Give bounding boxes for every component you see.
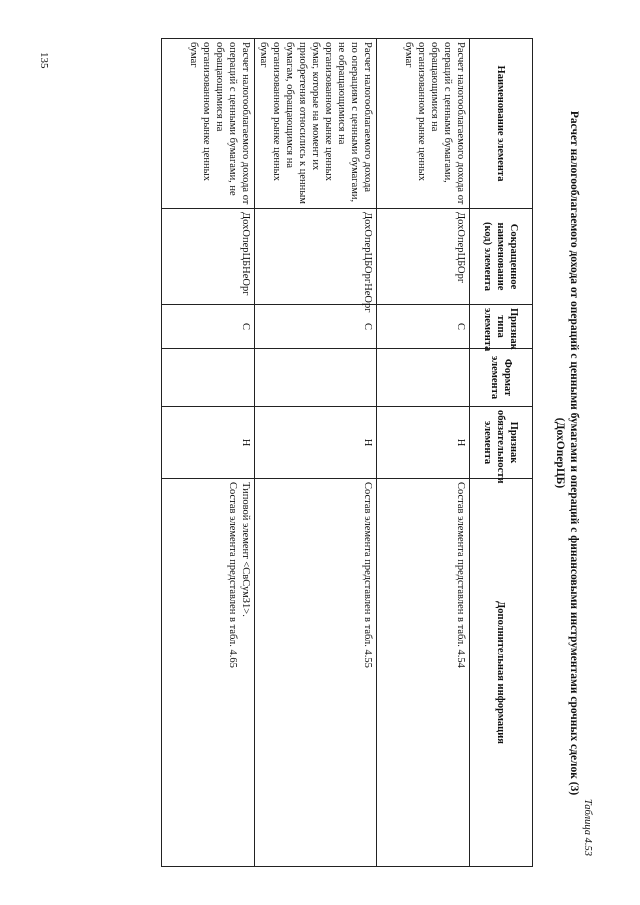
header-type: Признак типа элемента bbox=[470, 305, 533, 349]
info-line: Состав элемента представлен в табл. 4.65 bbox=[227, 482, 238, 668]
info-line: Типовой элемент <СвСумЗ1>. bbox=[240, 482, 251, 617]
cell-type: С bbox=[255, 305, 377, 349]
cell-type: С bbox=[377, 305, 470, 349]
table-title: Расчет налогооблагаемого дохода от операций с ценными бумагами и операций с финансовыми инструментами срочных сделок (3) (ДохОперЦБ) bbox=[554, 110, 580, 796]
cell-info bbox=[377, 479, 470, 867]
table-row bbox=[377, 39, 470, 867]
cell-code: ДохОперЦБОрг bbox=[377, 209, 470, 305]
cell-type: С bbox=[162, 305, 255, 349]
cell-code: ДохОперЦБНеОрг bbox=[162, 209, 255, 305]
cell-required: Н bbox=[255, 407, 377, 479]
cell-code: ДохОперЦБОргНеОрг bbox=[255, 209, 377, 305]
cell-info bbox=[162, 479, 255, 867]
table-reference: Таблица 4.53 bbox=[582, 798, 593, 856]
cell-format bbox=[255, 349, 377, 407]
cell-name: Расчет налогооблагаемого дохода по операциям с ценными бумагами, не обращающимися на организованном рынке ценных бумаг, которые на момент их приобретения относились к ценным бумагам, обращающимся на организованном рынке ценных бумаг bbox=[255, 39, 377, 209]
table-row bbox=[255, 39, 377, 867]
cell-name: Расчет налогооблагаемого дохода от операций с ценными бумагами, не обращающимися на организованном рынке ценных бумаг bbox=[162, 39, 255, 209]
cell-format bbox=[162, 349, 255, 407]
table-header-row bbox=[470, 39, 533, 867]
header-required: Признак обязательности элемента bbox=[470, 407, 533, 479]
cell-format bbox=[377, 349, 470, 407]
header-format: Формат элемента bbox=[470, 349, 533, 407]
header-info: Дополнительная информация bbox=[470, 479, 533, 867]
cell-name: Расчет налогооблагаемого дохода от операций с ценными бумагами, обращающимися на организованном рынке ценных бумаг bbox=[377, 39, 470, 209]
cell-required: Н bbox=[377, 407, 470, 479]
page-number: 135 bbox=[38, 52, 50, 69]
info-line: Состав элемента представлен в табл. 4.55 bbox=[362, 482, 373, 668]
info-line: Состав элемента представлен в табл. 4.54 bbox=[455, 482, 466, 668]
header-code: Сокращенное наименование (код) элемента bbox=[470, 209, 533, 305]
rotated-page-content bbox=[135, 38, 605, 868]
header-name: Наименование элемента bbox=[470, 39, 533, 209]
cell-info bbox=[255, 479, 377, 867]
cell-required: Н bbox=[162, 407, 255, 479]
table-row bbox=[162, 39, 255, 867]
elements-table bbox=[161, 38, 533, 867]
